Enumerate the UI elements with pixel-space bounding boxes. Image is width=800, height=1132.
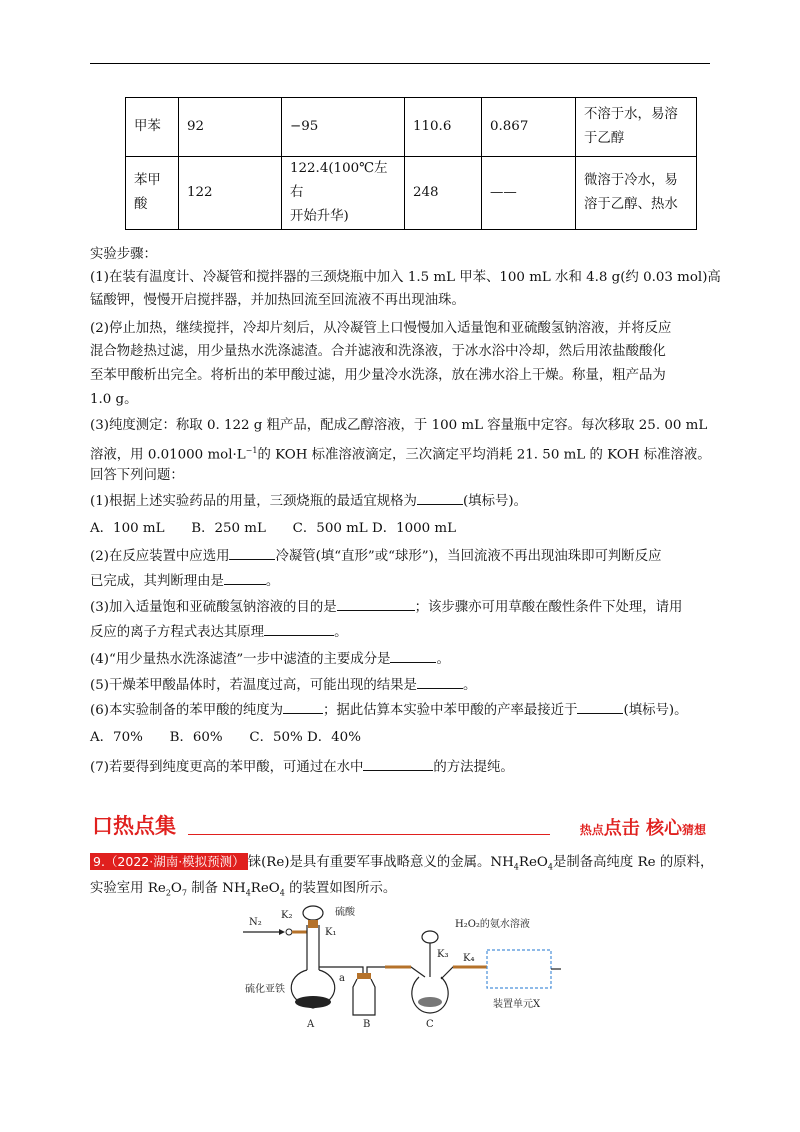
question-3: (3)加入适量饱和亚硫酸氢钠溶液的目的是 ；该步骤亦可用草酸在酸性条件下处理，请用 <box>90 597 682 618</box>
stopper <box>357 973 371 979</box>
label-k3: K₃ <box>437 949 449 960</box>
label-h2o2: H₂O₂的氨水溶液 <box>455 919 530 930</box>
apparatus-diagram <box>235 905 565 1030</box>
answer-blank[interactable] <box>577 700 623 714</box>
question-6: (6)本实验制备的苯甲酸的纯度为 ；据此估算本实验中苯甲酸的产率最接近于 (填标号)。 <box>90 700 687 721</box>
cell-density: 0.867 <box>482 98 576 157</box>
answer-blank[interactable] <box>337 597 415 611</box>
cell-solubility-line: 微溶于冷水，易 <box>584 173 678 188</box>
dropping-funnel <box>303 906 323 920</box>
cell-melting-point-line: 122.4(100℃左右 <box>290 161 388 200</box>
question-6-options: A．70% B．60% C．50% D．40% <box>90 730 361 745</box>
flask-c-body <box>412 977 448 1013</box>
label-b: B <box>363 1019 371 1030</box>
question-5: (5)干燥苯甲酸晶体时，若温度过高，可能出现的结果是 。 <box>90 675 476 696</box>
cell-name: 甲苯 <box>134 119 161 134</box>
cell-molar-mass: 122 <box>179 157 282 230</box>
hot-section-title: 口热点集 <box>92 814 176 838</box>
properties-table <box>125 97 697 230</box>
dropping-funnel <box>422 931 438 943</box>
valve-k2-icon <box>286 929 292 935</box>
step-1-line: 锰酸钾，慢慢开启搅拌器，并加热回流至回流液不再出现油珠。 <box>90 293 465 308</box>
table-row <box>126 157 697 230</box>
answer-blank[interactable] <box>417 491 463 505</box>
answer-blank[interactable] <box>224 571 266 585</box>
question-1-options: A．100 mL B．250 mL C．500 mL D．1000 mL <box>90 521 457 536</box>
cell-solubility-line: 不溶于水，易溶 <box>584 107 678 122</box>
fes-solid <box>295 996 331 1008</box>
cell-melting-point: −95 <box>290 119 319 134</box>
label-a-mark: a <box>339 973 345 984</box>
steps-heading: 实验步骤： <box>90 247 157 262</box>
label-a: A <box>307 1019 315 1030</box>
cell-name-line: 酸 <box>134 197 148 212</box>
question-2: (2)在反应装置中应选用 冷凝管(填“直形”或“球形”)，当回流液不再出现油珠即可判断反应 <box>90 546 661 567</box>
cell-solubility-line: 溶于乙醇、热水 <box>584 197 678 212</box>
label-k4: K₄ <box>463 953 475 964</box>
answer-blank[interactable] <box>390 649 436 663</box>
stopper <box>308 920 318 928</box>
flask-c-liquid <box>418 997 442 1007</box>
label-n2: N₂ <box>249 917 262 928</box>
label-k2: K₂ <box>281 910 293 921</box>
answer-blank[interactable] <box>283 700 323 714</box>
cell-name-line: 苯甲 <box>134 173 161 188</box>
cell-solubility-line: 于乙醇 <box>584 131 625 146</box>
answer-blank[interactable] <box>363 757 433 771</box>
step-3-line: 溶液，用 0.01000 $mol\cdot L^{-1}$的 KOH 标准溶液滴定，三次滴定平均消耗 21. 50 mL 的 KOH 标准溶液。 <box>90 446 711 463</box>
answer-blank[interactable] <box>417 675 463 689</box>
step-2-line: (2)停止加热，继续搅拌，冷却片刻后，从冷凝管上口慢慢加入适量饱和亚硫酸氢钠溶液，并将反应 <box>90 321 672 336</box>
step-2-line: 混合物趁热过滤，用少量热水洗涤滤渣。合并滤液和洗涤液，于冰水浴中冷却，然后用浓盐酸酸化 <box>90 344 666 359</box>
hot-section-rule <box>188 834 550 835</box>
hot-section-banner <box>90 806 710 840</box>
question-4: (4)“用少量热水洗涤滤渣”一步中滤渣的主要成分是 。 <box>90 649 450 670</box>
questions-heading: 回答下列问题： <box>90 468 184 483</box>
question-9-cont: 实验室用 $Re_2O_7$ 制备 $NH_4ReO_4$ 的装置如图所示。 <box>90 881 397 898</box>
bottle-b <box>353 979 375 1015</box>
label-unit-x: 装置单元X <box>493 999 541 1010</box>
question-3-cont: 反应的离子方程式表达其原理 。 <box>90 622 347 643</box>
cell-melting-point-line: 开始升华) <box>290 209 349 224</box>
label-c: C <box>426 1019 434 1030</box>
question-9: 9.（2022·湖南·模拟预测） 铼(Re)是具有重要军事战略意义的金属。$NH_4ReO_4$是制备高纯度 Re 的原料， <box>90 852 713 878</box>
step-2-line: 1.0 g。 <box>90 392 138 407</box>
tube <box>441 967 487 979</box>
step-1-line: (1)在装有温度计、冷凝管和搅拌器的三颈烧瓶中加入 1.5 mL 甲苯、100 mL 水和 4.8 g(约 0.03 mol)高 <box>90 270 721 285</box>
step-2-line: 至苯甲酸析出完全。将析出的苯甲酸过滤，用少量冷水洗涤，放在沸水浴上干燥。称量，粗产品为 <box>90 368 666 383</box>
superscript: −1 <box>245 446 258 455</box>
question-7: (7)若要得到纯度更高的苯甲酸，可通过在水中 的方法提纯。 <box>90 757 514 778</box>
question-2-cont: 已完成，其判断理由是 。 <box>90 571 279 592</box>
question-tag: 9.（2022·湖南·模拟预测） <box>90 853 248 870</box>
label-k1: K₁ <box>325 927 337 938</box>
cell-density: —— <box>482 157 576 230</box>
question-1: (1)根据上述实验药品的用量，三颈烧瓶的最适宜规格为 (填标号)。 <box>90 491 527 512</box>
unit-x-box <box>487 950 551 988</box>
label-fes: 硫化亚铁 <box>245 984 285 995</box>
label-sulfuric-acid: 硫酸 <box>335 907 355 918</box>
step-3-line: (3)纯度测定：称取 0. 122 g 粗产品，配成乙醇溶液，于 100 mL 容量瓶中定容。每次移取 25. 00 mL <box>90 418 708 433</box>
hot-section-slogan: 热点点击 核心猜想 <box>579 818 706 839</box>
cell-boiling-point: 248 <box>405 157 482 230</box>
answer-blank[interactable] <box>229 546 275 560</box>
cell-molar-mass: 92 <box>179 98 282 157</box>
arrow-icon <box>279 929 285 935</box>
cell-boiling-point: 110.6 <box>405 98 482 157</box>
header-rule <box>90 63 710 64</box>
table-row <box>126 98 697 157</box>
answer-blank[interactable] <box>264 622 334 636</box>
